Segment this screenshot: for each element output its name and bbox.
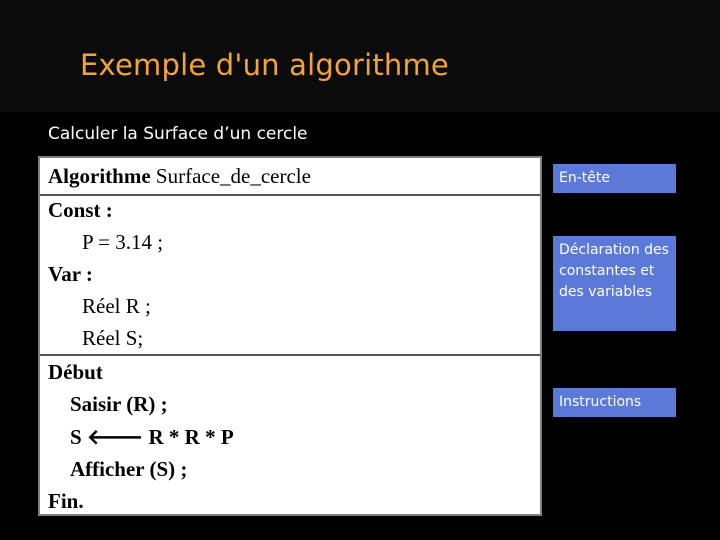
const-keyword: Const : xyxy=(48,198,113,222)
read-statement: Saisir (R) ; xyxy=(70,392,168,416)
label-instructions: Instructions xyxy=(553,388,676,417)
end-keyword: Fin. xyxy=(48,489,84,513)
algorithm-header-line xyxy=(48,164,311,188)
algorithm-name: Surface_de_cercle xyxy=(150,164,311,188)
algorithm-box xyxy=(38,156,542,516)
print-statement: Afficher (S) ; xyxy=(70,457,188,481)
var-declaration-r: Réel R ; xyxy=(82,294,151,318)
slide-subtitle: Calculer la Surface d’un cercle xyxy=(48,124,308,144)
assign-expression: R * R * P xyxy=(143,425,234,449)
algorithm-keyword: Algorithme xyxy=(48,164,151,188)
assign-statement xyxy=(70,425,234,449)
assign-target: S xyxy=(70,425,87,449)
label-declarations: Déclaration des constantes et des variables xyxy=(553,236,676,331)
slide-title: Exemple d'un algorithme xyxy=(80,48,449,82)
const-declaration: P = 3.14 ; xyxy=(82,230,164,254)
var-keyword: Var : xyxy=(48,262,93,286)
left-arrow-icon: 🡐 xyxy=(86,425,144,449)
label-header: En-tête xyxy=(553,164,676,193)
begin-keyword: Début xyxy=(48,360,103,384)
var-declaration-s: Réel S; xyxy=(82,326,144,350)
